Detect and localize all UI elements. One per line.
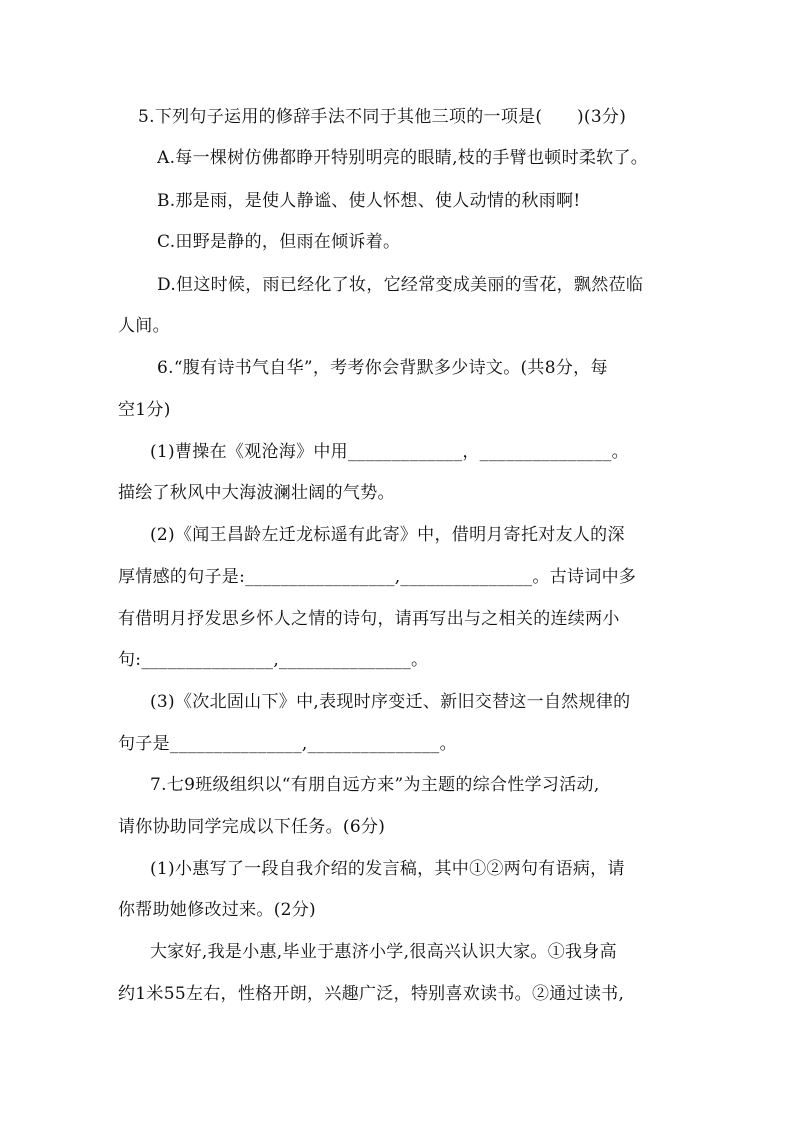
speech-paragraph-line-1: 大家好,我是小惠,毕业于惠济小学,很高兴认识大家。①我身高: [150, 942, 617, 962]
question-6-part-1-continued: 描绘了秋风中大海波澜壮阔的气势。: [118, 483, 395, 503]
option-c: C.田野是静的，但雨在倾诉着。: [157, 232, 401, 252]
question-6-part-2-line-3: 有借明月抒发思乡怀人之情的诗句，请再写出与之相关的连续两小: [118, 609, 620, 629]
question-6-stem: 6.“腹有诗书气自华”，考考你会背默多少诗文。(共8分，每: [157, 358, 608, 378]
option-d-continued: 人间。: [118, 316, 170, 336]
option-a: A.每一棵树仿佛都睁开特别明亮的眼睛,枝的手臂也顿时柔软了。: [157, 148, 649, 168]
question-6-part-2: (2)《闻王昌龄左迁龙标遥有此寄》中，借明月寄托对友人的深: [150, 525, 625, 545]
question-7-part-1-continued: 你帮助她修改过来。(2分): [118, 900, 316, 920]
question-6-part-3-continued: 句子是_______________,_______________。: [118, 734, 457, 754]
speech-paragraph-line-2: 约1米55左右，性格开朗，兴趣广泛，特别喜欢读书。②通过读书,: [118, 984, 625, 1004]
question-6-part-3: (3)《次北固山下》中,表现时序变迁、新旧交替这一自然规律的: [150, 692, 631, 712]
question-7-part-1: (1)小惠写了一段自我介绍的发言稿，其中①②两句有语病，请: [150, 859, 625, 879]
question-5-stem: 5.下列句子运用的修辞手法不同于其他三项的一项是( )(3分): [138, 107, 627, 127]
question-6-part-2-line-2: 厚情感的句子是:_________________,_______________。古诗词中多: [118, 567, 637, 587]
option-b: B.那是雨，是使人静谧、使人怀想、使人动情的秋雨啊!: [157, 191, 581, 211]
question-6-stem-continued: 空1分): [118, 400, 171, 420]
question-7-stem: 7.七9班级组织以“有朋自远方来”为主题的综合性学习活动,: [150, 775, 600, 795]
question-7-stem-continued: 请你协助同学完成以下任务。(6分): [118, 817, 386, 837]
question-6-part-2-line-4: 句:_______________,_______________。: [118, 650, 429, 670]
option-d: D.但这时候，雨已经化了妆，它经常变成美丽的雪花，飘然莅临: [157, 275, 644, 295]
question-6-part-1: (1)曹操在《观沧海》中用_____________，_______________。: [150, 442, 629, 462]
